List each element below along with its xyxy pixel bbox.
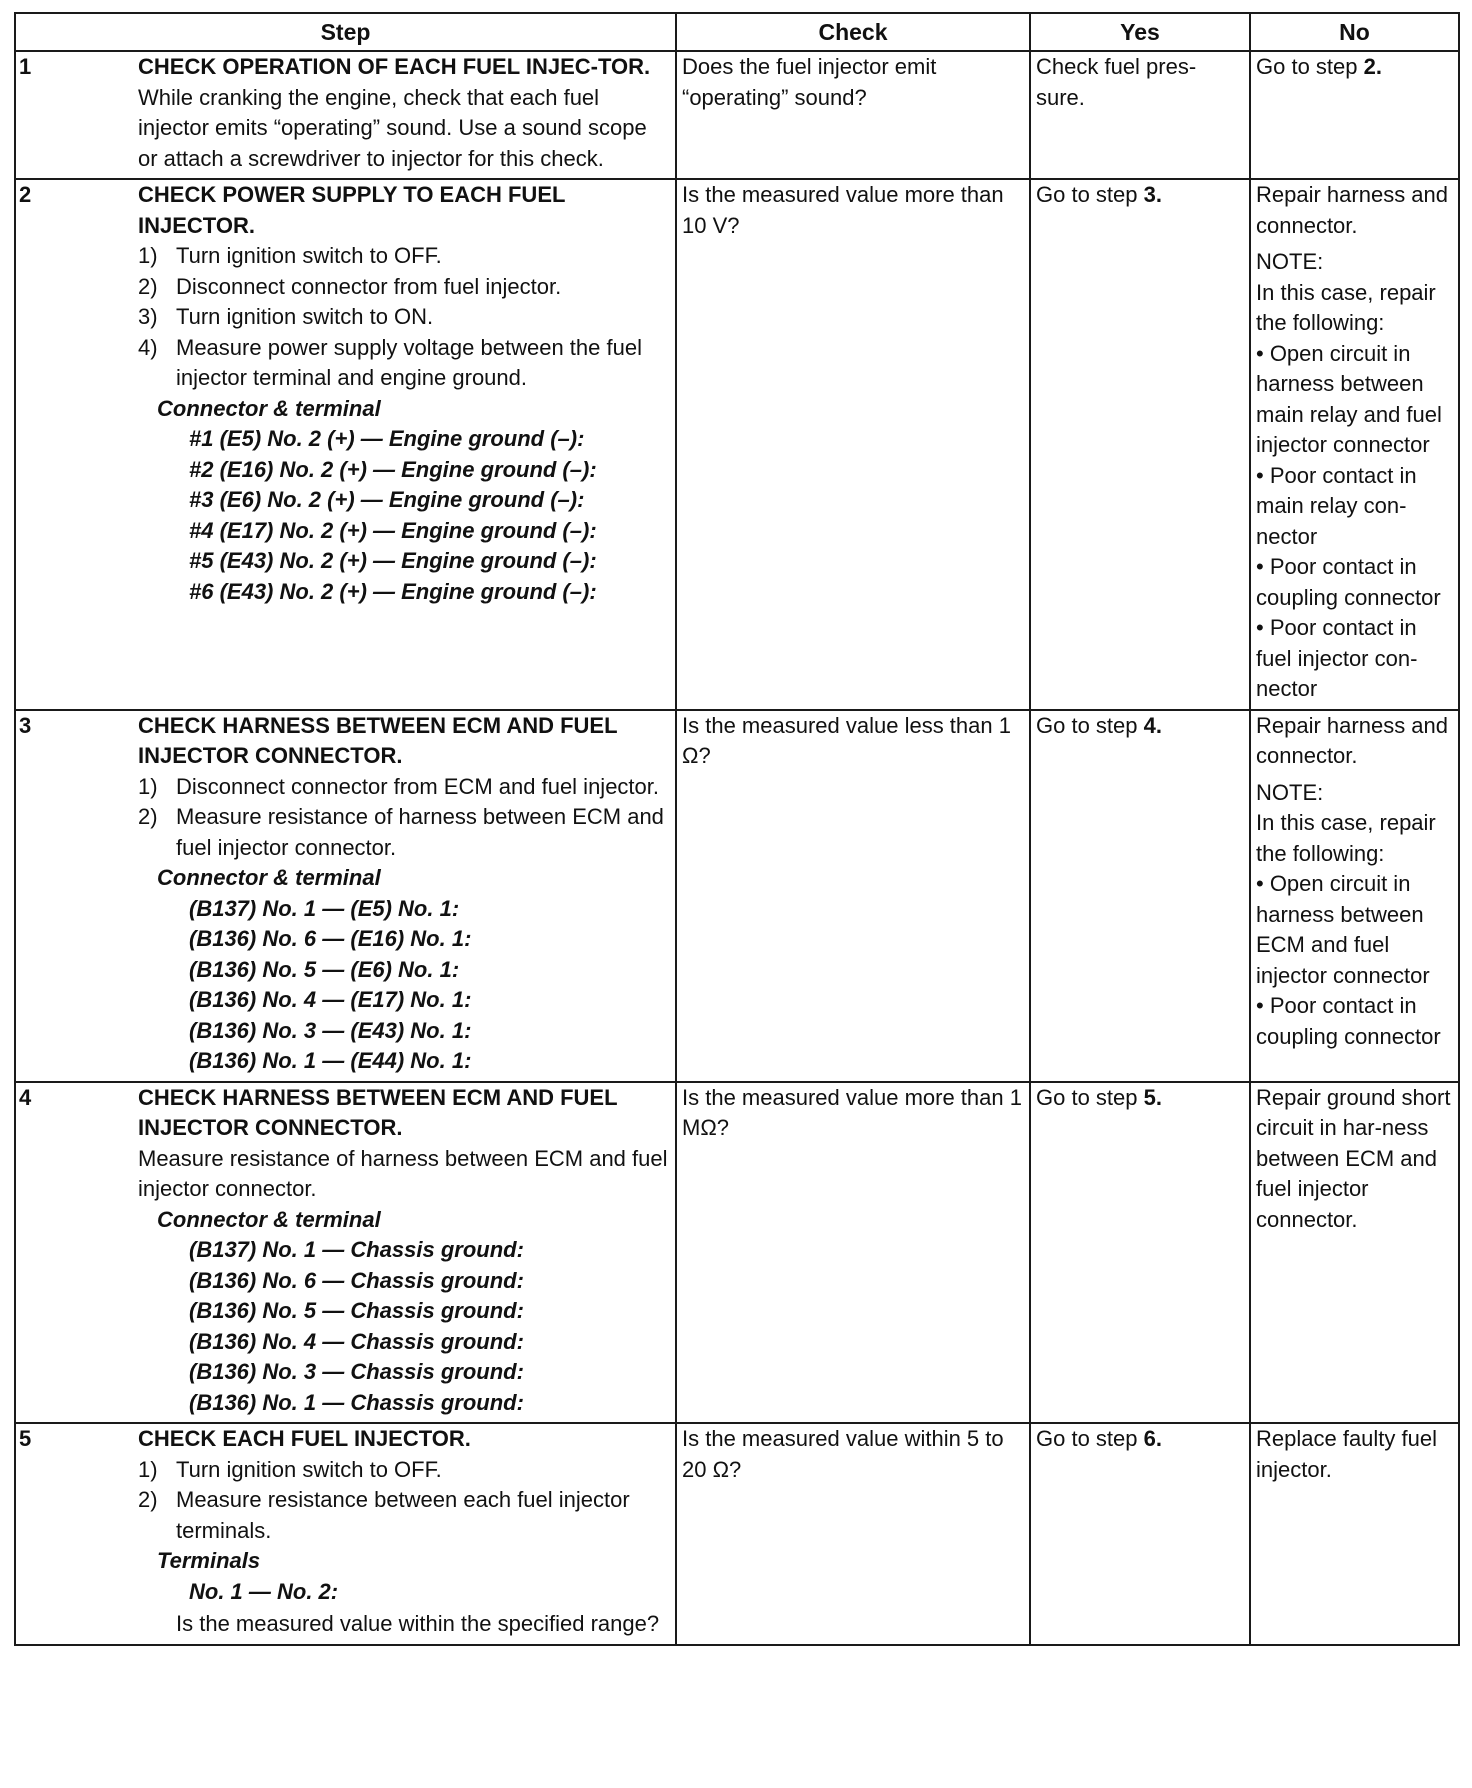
go-to-step-ref: 2. [1363, 54, 1382, 79]
spec-line: (B136) No. 5 — Chassis ground: [189, 1298, 524, 1323]
list-index: 2) [138, 1487, 158, 1512]
list-item [138, 302, 671, 333]
go-to-step-ref: 5. [1143, 1084, 1162, 1110]
spec-line: (B136) No. 4 — Chassis ground: [189, 1328, 524, 1354]
check-cell: Is the measured value less than 1 Ω? [676, 710, 1030, 1082]
list-item [138, 333, 671, 394]
list-index: 1) [138, 243, 158, 268]
list-item [138, 272, 671, 303]
no-lead-text: Repair harness and connector. [1256, 182, 1449, 238]
list-item [138, 1455, 671, 1486]
spec-line: #4 (E17) No. 2 (+) — Engine ground (–): [189, 517, 597, 543]
step-cell [133, 1423, 676, 1645]
header-yes: Yes [1030, 13, 1250, 51]
step-title: CHECK OPERATION OF EACH FUEL INJEC-TOR. [138, 54, 651, 79]
list-text: Disconnect connector from ECM and fuel injector. [176, 773, 660, 799]
step-number: 3 [15, 710, 133, 1082]
yes-cell [1030, 179, 1250, 710]
note-bullet: • Poor contact in fuel injector con-nector [1256, 615, 1418, 701]
troubleshooting-table [14, 12, 1460, 1646]
spec-line: No. 1 — No. 2: [189, 1578, 339, 1604]
yes-cell: Check fuel pres-sure. [1030, 51, 1250, 179]
note-bullet: • Open circuit in harness between main relay and fuel injector connector [1256, 340, 1442, 457]
list-text: Turn ignition switch to OFF. [176, 243, 442, 268]
spec-line: (B136) No. 1 — Chassis ground: [189, 1389, 524, 1415]
check-cell: Does the fuel injector emit “operating” sound? [676, 51, 1030, 179]
go-to-step-text: Go to step [1036, 1084, 1138, 1110]
note-intro: In this case, repair the following: [1256, 279, 1436, 335]
header-check: Check [676, 13, 1030, 51]
list-index: 4) [138, 334, 158, 360]
spec-line: (B137) No. 1 — Chassis ground: [189, 1237, 524, 1262]
list-text: Measure resistance of harness between ECM and fuel injector connector. [176, 804, 664, 860]
list-text: Measure resistance between each fuel injector terminals. [176, 1487, 630, 1543]
step-cell [133, 710, 676, 1082]
header-no: No [1250, 13, 1459, 51]
list-item [138, 1485, 671, 1546]
step-cell [133, 179, 676, 710]
table-row-step-1 [15, 51, 1459, 179]
note-label: NOTE: [1256, 779, 1324, 805]
spec-line: (B136) No. 1 — (E44) No. 1: [189, 1048, 472, 1073]
no-cell: Repair ground short circuit in har-ness between ECM and fuel injector connector. [1250, 1082, 1459, 1424]
no-cell: Replace faulty fuel injector. [1250, 1423, 1459, 1645]
spec-line: (B136) No. 3 — Chassis ground: [189, 1359, 524, 1384]
no-lead-text: Repair harness and connector. [1256, 712, 1449, 768]
table-row-step-4 [15, 1082, 1459, 1424]
note-label: NOTE: [1256, 249, 1324, 274]
procedure-list [138, 772, 671, 864]
note-bullet: • Open circuit in harness between ECM and fuel injector connector [1256, 871, 1430, 988]
yes-cell [1030, 1423, 1250, 1645]
go-to-step-text: Go to step [1036, 182, 1138, 207]
list-index: 2) [138, 804, 158, 829]
list-text: Turn ignition switch to OFF. [176, 1456, 442, 1482]
header-step: Step [15, 13, 676, 51]
spec-line: (B137) No. 1 — (E5) No. 1: [189, 895, 460, 921]
step-title: CHECK HARNESS BETWEEN ECM AND FUEL INJECTOR CONNECTOR. [138, 712, 618, 768]
list-text: Measure power supply voltage between the fuel injector terminal and engine ground. [176, 334, 642, 390]
yes-cell [1030, 710, 1250, 1082]
no-cell [1250, 710, 1459, 1082]
spec-heading: Connector & terminal [157, 395, 381, 421]
spec-line: (B136) No. 4 — (E17) No. 1: [189, 987, 472, 1012]
procedure-list [138, 241, 671, 394]
step-description: Measure resistance of harness between ECM and fuel injector connector. [138, 1145, 668, 1201]
spec-line: (B136) No. 6 — Chassis ground: [189, 1267, 524, 1293]
spec-heading: Connector & terminal [157, 865, 381, 890]
list-index: 1) [138, 1456, 158, 1482]
spec-line: #3 (E6) No. 2 (+) — Engine ground (–): [189, 487, 585, 512]
table-header-row [15, 13, 1459, 51]
list-index: 2) [138, 273, 158, 299]
spec-heading: Terminals [157, 1548, 261, 1573]
spec-line: (B136) No. 3 — (E43) No. 1: [189, 1017, 472, 1043]
step-number: 4 [15, 1082, 133, 1424]
step-question: Is the measured value within the specified range? [176, 1611, 660, 1636]
step-cell [133, 1082, 676, 1424]
spec-line: #2 (E16) No. 2 (+) — Engine ground (–): [189, 456, 597, 482]
step-title: CHECK EACH FUEL INJECTOR. [138, 1426, 471, 1451]
spec-line: #1 (E5) No. 2 (+) — Engine ground (–): [189, 426, 585, 451]
go-to-step-text: Go to step [1256, 54, 1358, 79]
diagnostic-procedure-sheet [14, 12, 1458, 1646]
go-to-step-ref: 4. [1143, 712, 1162, 738]
spec-line: #5 (E43) No. 2 (+) — Engine ground (–): [189, 548, 597, 573]
go-to-step-text: Go to step [1036, 712, 1138, 738]
list-text: Disconnect connector from fuel injector. [176, 273, 562, 299]
note-bullet: • Poor contact in coupling connector [1256, 554, 1441, 610]
no-cell [1250, 51, 1459, 179]
list-item [138, 241, 671, 272]
list-index: 1) [138, 773, 158, 799]
spec-heading: Connector & terminal [157, 1206, 381, 1232]
check-cell: Is the measured value more than 1 MΩ? [676, 1082, 1030, 1424]
spec-line: #6 (E43) No. 2 (+) — Engine ground (–): [189, 578, 597, 604]
table-row-step-5 [15, 1423, 1459, 1645]
table-row-step-3 [15, 710, 1459, 1082]
step-number: 2 [15, 179, 133, 710]
procedure-list [138, 1455, 671, 1547]
note-bullet: • Poor contact in main relay con-nector [1256, 462, 1417, 549]
no-cell [1250, 179, 1459, 710]
note-intro: In this case, repair the following: [1256, 810, 1436, 866]
step-number: 1 [15, 51, 133, 179]
check-cell: Is the measured value more than 10 V? [676, 179, 1030, 710]
spec-line: (B136) No. 5 — (E6) No. 1: [189, 956, 460, 982]
list-text: Turn ignition switch to ON. [176, 304, 434, 329]
go-to-step-ref: 6. [1143, 1426, 1162, 1451]
step-description: While cranking the engine, check that each fuel injector emits “operating” sound. Use a sound scope or attach a screwdriver to injector for this check. [138, 84, 647, 171]
spec-line: (B136) No. 6 — (E16) No. 1: [189, 926, 472, 951]
list-item [138, 772, 671, 803]
table-row-step-2 [15, 179, 1459, 710]
step-title: CHECK HARNESS BETWEEN ECM AND FUEL INJECTOR CONNECTOR. [138, 1084, 618, 1140]
step-cell [133, 51, 676, 179]
list-index: 3) [138, 304, 158, 329]
go-to-step-ref: 3. [1143, 182, 1162, 207]
note-bullet: • Poor contact in coupling connector [1256, 993, 1441, 1049]
check-cell: Is the measured value within 5 to 20 Ω? [676, 1423, 1030, 1645]
go-to-step-text: Go to step [1036, 1426, 1138, 1451]
yes-cell [1030, 1082, 1250, 1424]
list-item [138, 802, 671, 863]
step-number: 5 [15, 1423, 133, 1645]
step-title: CHECK POWER SUPPLY TO EACH FUEL INJECTOR. [138, 182, 566, 238]
